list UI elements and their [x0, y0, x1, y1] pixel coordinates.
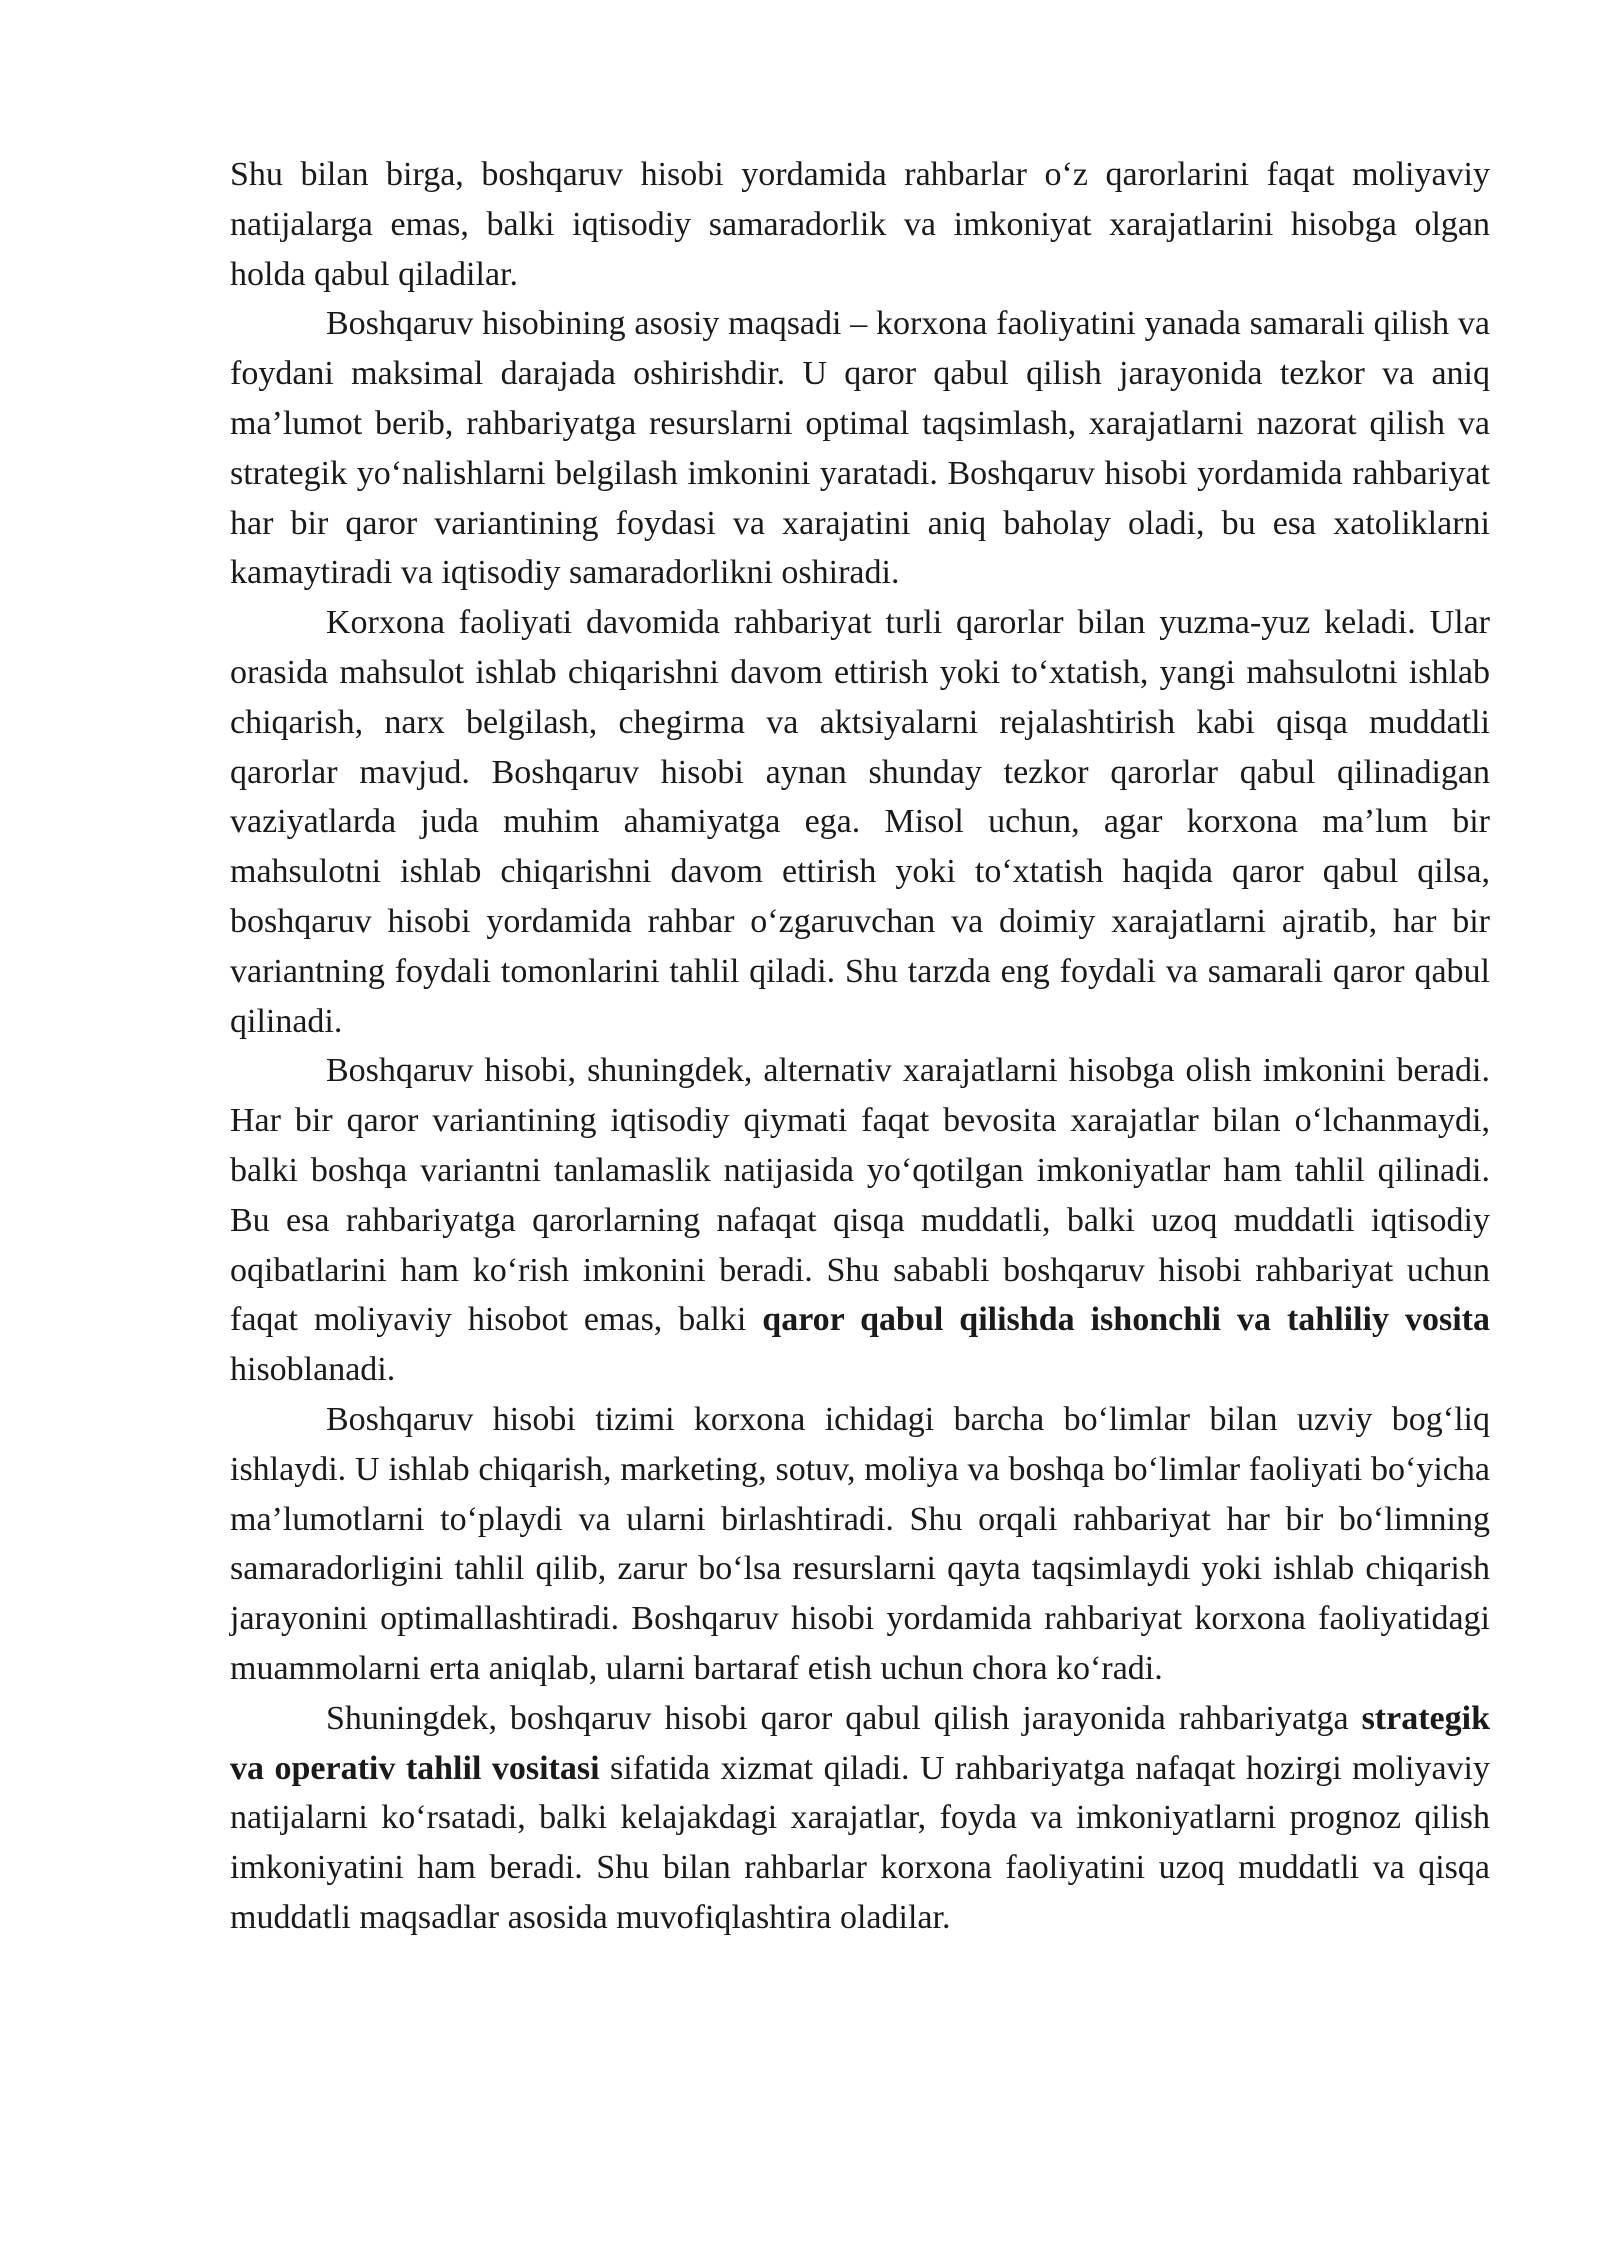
paragraph-5: [230, 1395, 1490, 1694]
paragraph-text: hisoblanadi.: [230, 1351, 396, 1389]
paragraph-6: [230, 1694, 1490, 1943]
paragraph-3: [230, 598, 1490, 1046]
paragraph-text: Shu bilan birga, boshqaruv hisobi yordamida rahbarlar o‘z qarorlarini faqat moliyaviy natijalarga emas, balki iqtisodiy samaradorlik va imkoniyat xarajatlarini hisobga olgan holda qabul qiladilar.: [230, 156, 1490, 293]
document-page: [230, 150, 1490, 1943]
paragraph-text: Shuningdek, boshqaruv hisobi qaror qabul qilish jarayonida rahbariyatga: [326, 1699, 1362, 1737]
bold-phrase: qaror qabul qilishda ishonchli va tahliliy vosita: [762, 1301, 1490, 1339]
paragraph-text: Boshqaruv hisobi tizimi korxona ichidagi barcha bo‘limlar bilan uzviy bog‘liq ishlaydi. U ishlab chiqarish, marketing, sotuv, moliya va boshqa bo‘limlar faoliyati bo‘yicha ma’lumotlarni to‘playdi va ularni birlashtiradi. Shu orqali rahbariyat har bir bo‘limning samaradorligini tahlil qilib, zarur bo‘lsa resurslarni qayta taqsimlaydi yoki ishlab chiqarish jarayonini optimallashtiradi. Boshqaruv hisobi yordamida rahbariyat korxona faoliyatidagi muammolarni erta aniqlab, ularni bartaraf etish uchun chora ko‘radi.: [230, 1400, 1490, 1687]
paragraph-text: Boshqaruv hisobining asosiy maqsadi – korxona faoliyatini yanada samarali qilish va foydani maksimal darajada oshirishdir. U qaror qabul qilish jarayonida tezkor va aniq ma’lumot berib, rahbariyatga resurslarni optimal taqsimlash, xarajatlarni nazorat qilish va strategik yo‘nalishlarni belgilash imkonini yaratadi. Boshqaruv hisobi yordamida rahbariyat har bir qaror variantining foydasi va xarajatini aniq baholay oladi, bu esa xatoliklarni kamaytiradi va iqtisodiy samaradorlikni oshiradi.: [230, 305, 1490, 592]
paragraph-4: [230, 1046, 1490, 1395]
bold-phrase: strategik va operativ tahlil vositasi: [230, 1699, 1490, 1787]
paragraph-text: Korxona faoliyati davomida rahbariyat turli qarorlar bilan yuzma-yuz keladi. Ular orasida mahsulot ishlab chiqarishni davom ettirish yoki to‘xtatish, yangi mahsulotni ishlab chiqarish, narx belgilash, chegirma va aktsiyalarni rejalashtirish kabi qisqa muddatli qarorlar mavjud. Boshqaruv hisobi aynan shunday tezkor qarorlar qabul qilinadigan vaziyatlarda juda muhim ahamiyatga ega. Misol uchun, agar korxona ma’lum bir mahsulotni ishlab chiqarishni davom ettirish yoki to‘xtatish haqida qaror qabul qilsa, boshqaruv hisobi yordamida rahbar o‘zgaruvchan va doimiy xarajatlarni ajratib, har bir variantning foydali tomonlarini tahlil qiladi. Shu tarzda eng foydali va samarali qaror qabul qilinadi.: [230, 604, 1490, 1040]
paragraph-1: [230, 150, 1490, 299]
paragraph-text: sifatida xizmat qiladi. U rahbariyatga nafaqat hozirgi moliyaviy natijalarni ko‘rsatadi, balki kelajakdagi xarajatlar, foyda va imkoniyatlarni prognoz qilish imkoniyatini ham beradi. Shu bilan rahbarlar korxona faoliyatini uzoq muddatli va qisqa muddatli maqsadlar asosida muvofiqlashtira oladilar.: [230, 1749, 1491, 1936]
paragraph-text: Boshqaruv hisobi, shuningdek, alternativ xarajatlarni hisobga olish imkonini beradi. Har bir qaror variantining iqtisodiy qiymati faqat bevosita xarajatlar bilan o‘lchanmaydi, balki boshqa variantni tanlamaslik natijasida yo‘qotilgan imkoniyatlar ham tahlil qilinadi. Bu esa rahbariyatga qarorlarning nafaqat qisqa muddatli, balki uzoq muddatli iqtisodiy oqibatlarini ham ko‘rish imkonini beradi. Shu sababli boshqaruv hisobi rahbariyat uchun faqat moliyaviy hisobot emas, balki: [230, 1052, 1490, 1339]
paragraph-2: [230, 299, 1490, 598]
